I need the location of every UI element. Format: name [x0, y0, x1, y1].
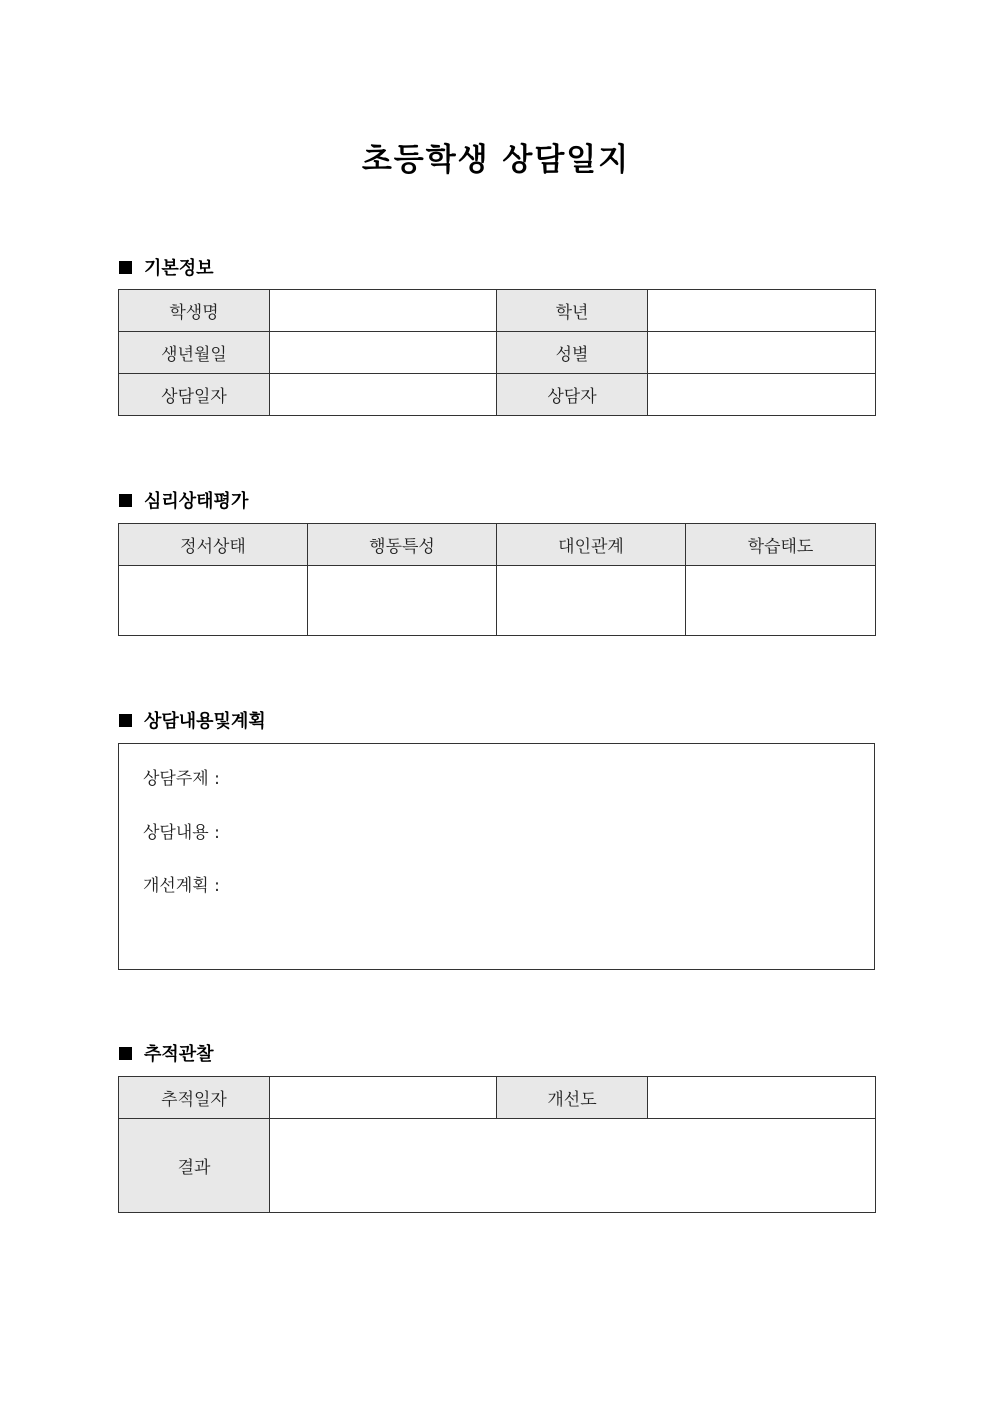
behavior-traits-header: 행동특성	[308, 524, 497, 566]
counsel-topic-label: 상담주제 :	[143, 769, 220, 789]
section-heading-psych-eval	[119, 487, 248, 513]
result-label: 결과	[119, 1119, 270, 1213]
square-bullet-icon	[119, 714, 132, 727]
table-row	[119, 374, 876, 416]
behavior-traits-field[interactable]	[308, 566, 497, 636]
section-heading-label: 기본정보	[144, 258, 214, 279]
counsel-date-label: 상담일자	[119, 374, 270, 416]
section-heading-counsel-content	[119, 707, 266, 733]
table-row	[119, 524, 876, 566]
counselor-field[interactable]	[648, 374, 876, 416]
square-bullet-icon	[119, 1047, 132, 1060]
birthdate-label: 생년월일	[119, 332, 270, 374]
square-bullet-icon	[119, 494, 132, 507]
counsel-content-label: 상담내용 :	[143, 823, 220, 843]
relationships-field[interactable]	[497, 566, 686, 636]
emotional-state-field[interactable]	[119, 566, 308, 636]
relationships-header: 대인관계	[497, 524, 686, 566]
square-bullet-icon	[119, 261, 132, 274]
psych-eval-table	[118, 523, 876, 636]
table-row	[119, 1077, 876, 1119]
student-name-label: 학생명	[119, 290, 270, 332]
basic-info-table	[118, 289, 876, 416]
emotional-state-header: 정서상태	[119, 524, 308, 566]
improvement-label: 개선도	[497, 1077, 648, 1119]
grade-field[interactable]	[648, 290, 876, 332]
table-row	[119, 1119, 876, 1213]
result-field[interactable]	[270, 1119, 876, 1213]
section-heading-followup	[119, 1040, 214, 1066]
section-heading-label: 상담내용및계획	[144, 711, 266, 732]
section-heading-label: 추적관찰	[144, 1044, 214, 1065]
followup-date-label: 추적일자	[119, 1077, 270, 1119]
counsel-content-box[interactable]	[118, 743, 875, 970]
student-name-field[interactable]	[270, 290, 497, 332]
section-heading-basic-info	[119, 254, 214, 280]
counselor-label: 상담자	[497, 374, 648, 416]
learning-attitude-field[interactable]	[686, 566, 876, 636]
section-heading-label: 심리상태평가	[144, 491, 249, 512]
improvement-plan-label: 개선계획 :	[143, 876, 220, 896]
counsel-date-field[interactable]	[270, 374, 497, 416]
birthdate-field[interactable]	[270, 332, 497, 374]
table-row	[119, 290, 876, 332]
followup-table	[118, 1076, 876, 1213]
table-row	[119, 566, 876, 636]
gender-label: 성별	[497, 332, 648, 374]
learning-attitude-header: 학습태도	[686, 524, 876, 566]
page-title: 초등학생 상담일지	[361, 142, 631, 178]
followup-date-field[interactable]	[270, 1077, 497, 1119]
improvement-field[interactable]	[648, 1077, 876, 1119]
gender-field[interactable]	[648, 332, 876, 374]
table-row	[119, 332, 876, 374]
grade-label: 학년	[497, 290, 648, 332]
